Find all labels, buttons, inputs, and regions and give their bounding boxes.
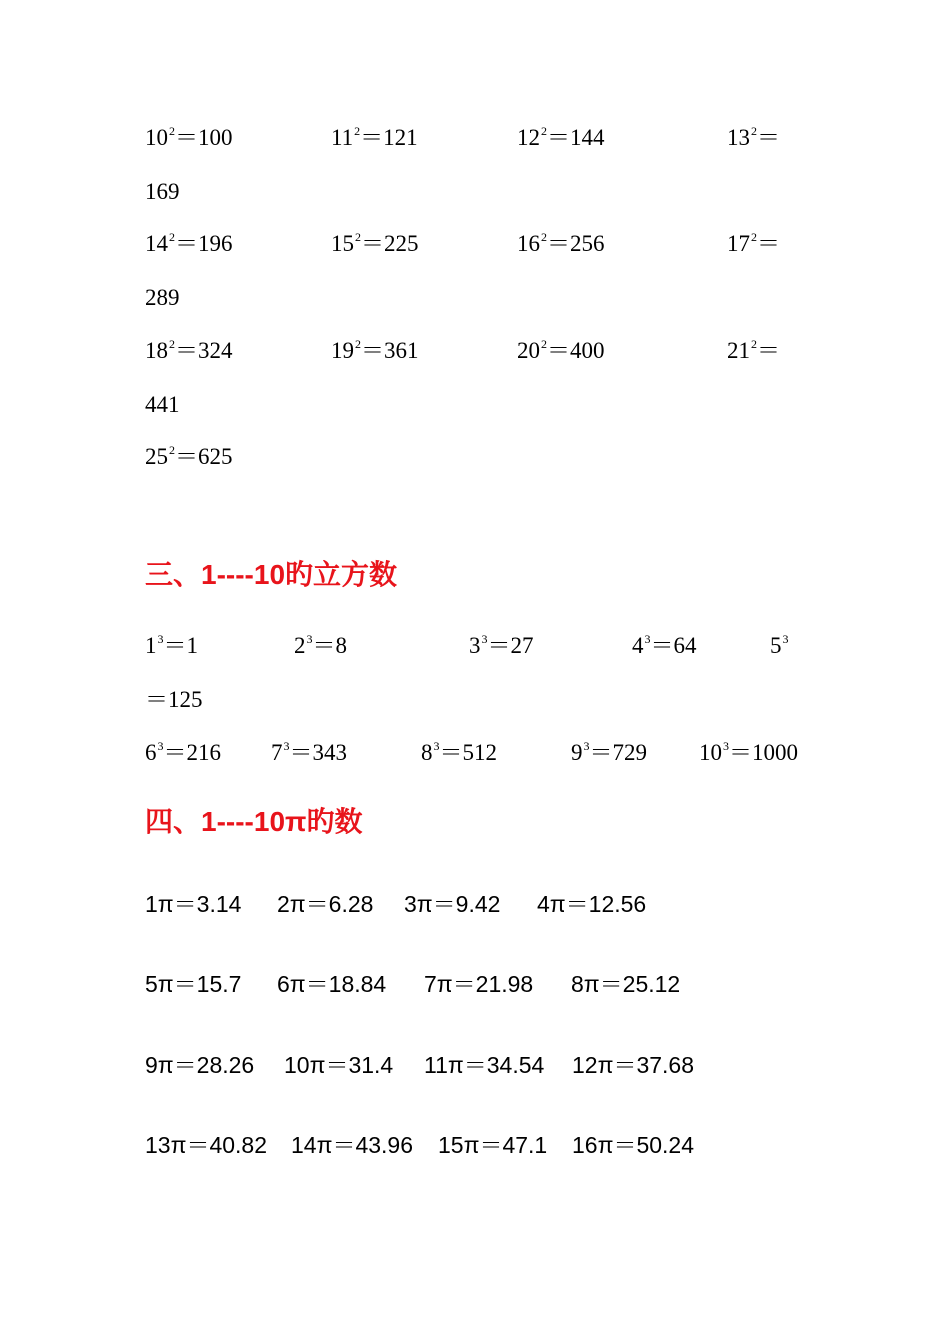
equals-sign: ＝ [439,740,463,765]
result: 324 [198,338,233,363]
equals-sign: ＝ [163,633,187,658]
base: 18 [145,338,168,363]
equals-sign: ＝ [757,125,780,150]
power-entry [145,634,198,657]
exponent: 3 [433,739,440,753]
result: 512 [462,740,497,765]
base: 19 [331,338,354,363]
power-entry [517,339,605,362]
equals-sign: ＝ [650,633,674,658]
power-entry [145,232,233,255]
equals-sign: ＝ [361,231,384,256]
base: 17 [727,231,750,256]
equals-sign: ＝ [487,633,511,658]
result: 400 [570,338,605,363]
base: 10 [699,740,722,765]
power-entry [294,634,347,657]
pi-entry: 13π＝40.82 [145,1132,268,1158]
result: 64 [673,633,697,658]
power-entry [517,232,605,255]
power-entry: 441 [145,392,180,417]
cubes-heading: 三、1----10旳立方数 [145,559,398,590]
pi-entry: 14π＝43.96 [291,1132,414,1158]
power-entry [727,126,780,149]
power-entry [145,339,233,362]
base: 6 [145,740,157,765]
exponent: 3 [481,632,488,646]
pi-entry: 6π＝18.84 [277,971,387,997]
exponent: 2 [355,337,361,351]
base: 21 [727,338,750,363]
power-entry: 169 [145,179,180,204]
exponent: 2 [169,124,175,138]
base: 15 [331,231,354,256]
power-entry [145,126,233,149]
power-entry [331,126,418,149]
equals-sign: ＝ [289,740,313,765]
power-entry [699,741,798,764]
result: 225 [384,231,419,256]
result: 1 [186,633,198,658]
base: 9 [571,740,583,765]
equals-sign: ＝ [547,231,570,256]
power-entry [145,445,233,468]
exponent: 2 [751,124,757,138]
equals-sign: ＝ [312,633,336,658]
result: 27 [510,633,534,658]
pi-entry: 16π＝50.24 [572,1132,695,1158]
base: 3 [469,633,481,658]
exponent: 3 [157,632,164,646]
exponent: 3 [782,632,789,646]
base: 14 [145,231,168,256]
result: 8 [335,633,347,658]
result: 144 [570,125,605,150]
equals-sign: ＝ [361,338,384,363]
exponent: 2 [541,337,547,351]
equals-sign: ＝ [360,125,384,150]
power-entry [770,634,789,657]
exponent: 3 [583,739,590,753]
base: 5 [770,633,782,658]
equals-sign: ＝ [547,125,570,150]
pi-entry: 9π＝28.26 [145,1052,255,1078]
pi-entry: 8π＝25.12 [571,971,681,997]
result: 361 [384,338,419,363]
result: 256 [570,231,605,256]
equals-sign: ＝ [729,740,752,765]
exponent: 2 [354,124,361,138]
exponent: 2 [751,337,757,351]
pi-entry: 1π＝3.14 [145,891,242,917]
pi-entry: 7π＝21.98 [424,971,534,997]
power-entry [331,232,419,255]
pi-entry: 11π＝34.54 [424,1052,545,1078]
result: 100 [198,125,233,150]
exponent: 2 [169,230,175,244]
exponent: 3 [306,632,313,646]
exponent: 2 [541,124,547,138]
result: 196 [198,231,233,256]
power-entry [632,634,697,657]
power-entry [727,339,780,362]
power-entry: ＝125 [145,687,203,712]
pi-entry: 10π＝31.4 [284,1052,394,1078]
pi-entry: 2π＝6.28 [277,891,374,917]
power-entry [727,232,780,255]
exponent: 3 [283,739,290,753]
equals-sign: ＝ [547,338,570,363]
pi-entry: 15π＝47.1 [438,1132,548,1158]
base: 11 [331,125,354,150]
base: 4 [632,633,644,658]
power-entry [331,339,419,362]
exponent: 2 [355,230,361,244]
equals-sign: ＝ [757,231,780,256]
power-entry [421,741,497,764]
base: 12 [517,125,540,150]
pi-entry: 4π＝12.56 [537,891,647,917]
exponent: 2 [751,230,757,244]
power-entry [517,126,605,149]
result: 343 [312,740,347,765]
equals-sign: ＝ [175,125,198,150]
power-entry [145,741,221,764]
base: 20 [517,338,540,363]
equals-sign: ＝ [175,444,198,469]
pi-entry: 5π＝15.7 [145,971,242,997]
base: 1 [145,633,157,658]
pi-entry: 12π＝37.68 [572,1052,695,1078]
power-entry: 289 [145,285,180,310]
equals-sign: ＝ [757,338,780,363]
power-entry [271,741,347,764]
base: 16 [517,231,540,256]
equals-sign: ＝ [163,740,187,765]
equals-sign: ＝ [175,231,198,256]
base: 7 [271,740,283,765]
exponent: 2 [541,230,547,244]
equals-sign: ＝ [589,740,613,765]
exponent: 3 [157,739,164,753]
base: 8 [421,740,433,765]
base: 2 [294,633,306,658]
exponent: 3 [723,739,729,753]
base: 10 [145,125,168,150]
base: 13 [727,125,750,150]
power-entry [571,741,647,764]
equals-sign: ＝ [175,338,198,363]
exponent: 2 [169,443,175,457]
exponent: 3 [644,632,651,646]
result: 729 [612,740,647,765]
exponent: 2 [169,337,175,351]
result: 216 [186,740,221,765]
result: 1000 [752,740,798,765]
result: 121 [383,125,418,150]
result: 625 [198,444,233,469]
pi-heading: 四、1----10π旳数 [145,806,363,837]
base: 25 [145,444,168,469]
power-entry [469,634,534,657]
pi-entry: 3π＝9.42 [404,891,501,917]
